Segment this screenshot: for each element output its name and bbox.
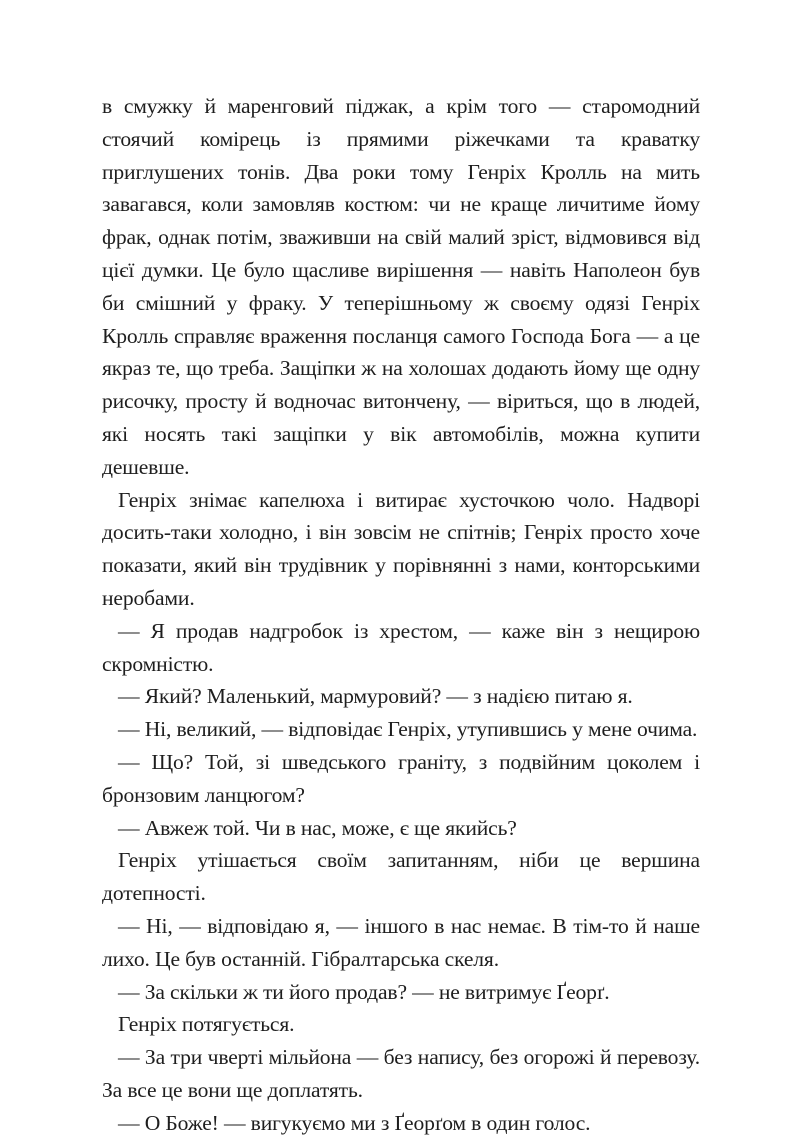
paragraph: — О Боже! — вигукуємо ми з Ґеорґом в один голос. [118,1110,591,1135]
paragraph: — Авжеж той. Чи в нас, може, є ще якийсь? [118,815,517,840]
paragraph: Генріх потягується. [118,1012,295,1037]
paragraph: Генріх утішається своїм запитанням, ніби це вершина дотепності. [102,848,700,906]
paragraph: Генріх знімає капелюха і витирає хусточкою чоло. Надворі досить-таки холодно, і він зовсім не спітнів; Генріх просто хоче показати, який він трудівник у порівнянні з нами, конторськими неробами. [102,487,700,610]
paragraph: в смужку й маренговий піджак, а крім того — старомодний стоячий комірець із прямими ріжечками та краватку приглушених тонів. Два роки тому Генріх Кролль на мить завагався, коли замовляв костюм: чи не краще личитиме йому фрак, однак потім, зваживши на свій малий зріст, відмовився від цієї думки. Це було щасливе вирішення — навіть Наполеон був би смішний у фраку. У теперішньому ж своєму одязі Генріх Кролль справляє враження посланця самого Господа Бога — а це якраз те, що треба. Защіпки ж на холошах додають йому ще одну рисочку, просту й водночас витончену, — віриться, що в людей, які носять такі защіпки у вік автомобілів, можна купити дешевше. [102,94,700,479]
body-text [102,90,700,1140]
paragraph: — Ні, великий, — відповідає Генріх, утупившись у мене очима. [118,717,698,742]
paragraph: — Ні, — відповідаю я, — іншого в нас немає. В тім-то й наше лихо. Це був останній. Гібралтарська скеля. [102,913,700,971]
paragraph: — Я продав надгробок із хрестом, — каже він з нещирою скромністю. [102,618,700,676]
paragraph: — Який? Маленький, мармуровий? — з надією питаю я. [118,684,633,709]
paragraph: — Що? Той, зі шведського граніту, з подвійним цоколем і бронзовим ланцюгом? [102,749,700,807]
paragraph: — За три чверті мільйона — без напису, без огорожі й перевозу. За все це вони ще доплатять. [102,1045,700,1102]
paragraph: — За скільки ж ти його продав? — не витримує Ґеорґ. [118,979,610,1004]
